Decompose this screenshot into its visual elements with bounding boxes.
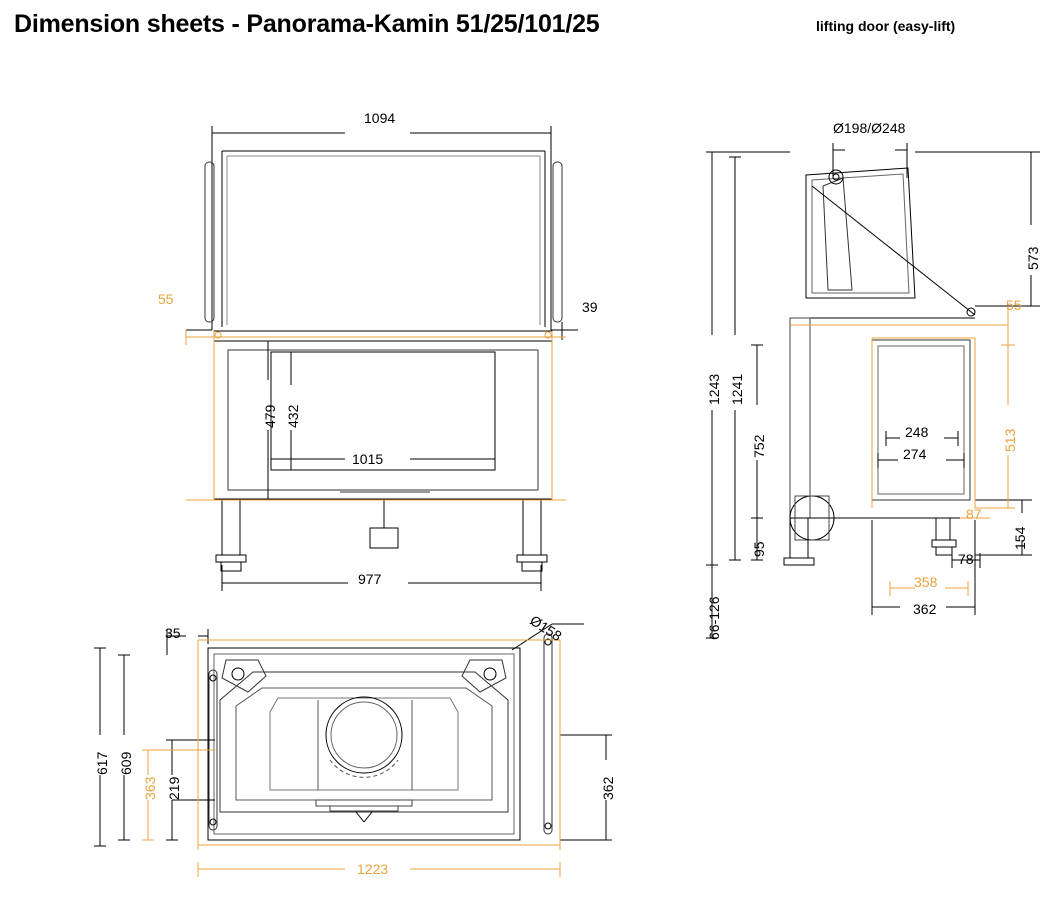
dim-side-55: 55 — [1006, 297, 1022, 313]
dim-side-78: 78 — [958, 551, 974, 567]
dim-side-573: 573 — [1025, 246, 1041, 270]
dim-side-66-126: 66-126 — [706, 596, 722, 640]
dim-plan-362: 362 — [600, 776, 616, 800]
dim-plan-1223: 1223 — [357, 861, 389, 877]
dim-side-358: 358 — [914, 574, 938, 590]
dim-side-362: 362 — [913, 601, 937, 617]
dim-plan-219: 219 — [166, 776, 182, 800]
dim-side-752: 752 — [751, 434, 767, 458]
dim-side-1241: 1241 — [729, 373, 745, 405]
dim-plan-617: 617 — [94, 751, 110, 775]
dim-front-55: 55 — [158, 291, 174, 307]
dim-front-1015: 1015 — [352, 451, 384, 467]
dim-side-248: 248 — [905, 424, 929, 440]
dim-front-977: 977 — [358, 571, 382, 587]
dim-front-479: 479 — [262, 404, 278, 428]
dim-side-87: 87 — [966, 506, 982, 522]
page-title: Dimension sheets - Panorama-Kamin 51/25/101/25 — [14, 10, 600, 38]
page-subtitle: lifting door (easy-lift) — [816, 18, 956, 34]
dim-side-95: 95 — [751, 541, 767, 557]
dim-front-432: 432 — [285, 404, 301, 428]
dim-plan-d158: Ø158 — [527, 612, 565, 645]
dim-side-513: 513 — [1002, 428, 1018, 452]
dim-side-1243: 1243 — [706, 373, 722, 405]
dim-side-flue: Ø198/Ø248 — [833, 120, 906, 136]
dim-front-39: 39 — [582, 299, 598, 315]
dim-plan-35: 35 — [165, 625, 181, 641]
dim-side-154: 154 — [1012, 526, 1028, 550]
dim-plan-363: 363 — [142, 776, 158, 800]
dim-front-1094: 1094 — [364, 110, 396, 126]
dim-side-274: 274 — [903, 446, 927, 462]
dim-plan-609: 609 — [118, 751, 134, 775]
